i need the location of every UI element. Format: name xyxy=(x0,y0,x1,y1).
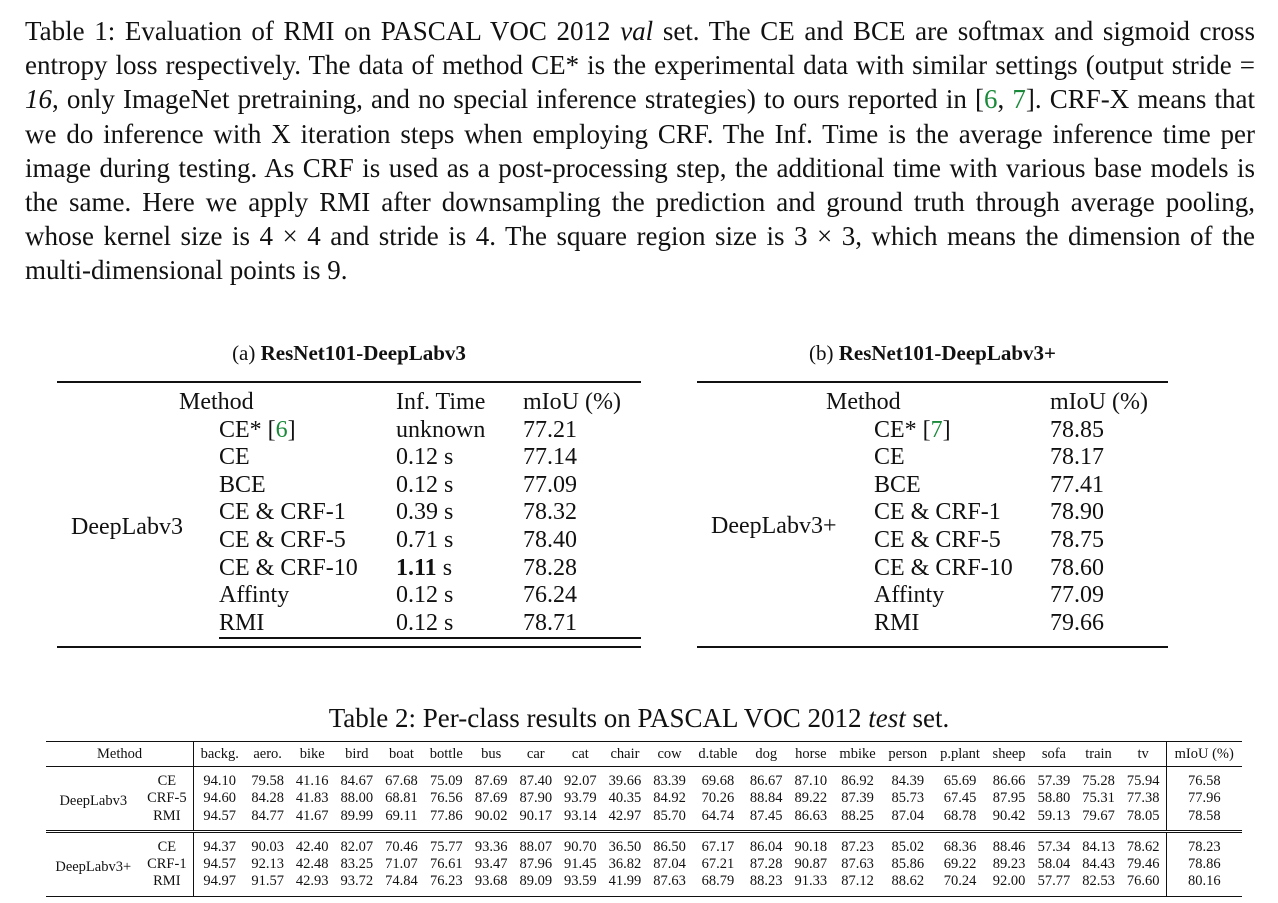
miou-cell: 78.71 xyxy=(523,610,641,639)
method-cell: CE xyxy=(219,444,250,471)
value-cell: 87.69 xyxy=(474,790,508,807)
table1b-title xyxy=(697,341,1168,366)
citation-link[interactable]: 7 xyxy=(1012,84,1026,115)
header-aero: aero. xyxy=(245,742,290,767)
method-cell: CRF-1 xyxy=(141,856,194,873)
miou-cell: 77.41 xyxy=(1050,471,1104,498)
value-cell: 87.69 xyxy=(474,773,508,789)
table-row xyxy=(46,790,1242,807)
miou-cell: 78.28 xyxy=(523,554,577,581)
citation-link[interactable]: 7 xyxy=(930,416,943,443)
caption-text: set. The CE and BCE are softmax and sigmoid cross entropy loss respectively. The data of method CE* is the experimental data with similar settings (output stride = xyxy=(25,16,1256,81)
caption-italic-test: test xyxy=(868,703,906,733)
value-cell: 93.47 xyxy=(474,856,508,873)
method-cell: CE xyxy=(874,444,905,471)
caption-text: ]. CRF-X means that we do inference with X iteration steps when employing CRF. The Inf. Time is the average inference time per image during testing. As CRF is used as a post-processing step, the additional time with various base models is the same. Here we apply RMI after downsampling the prediction and ground truth through average pooling, whose kernel size is 4 × 4 and stride is 4. The square region size is 3 × 3, which means the dimension of the multi-dimensional points is 9. xyxy=(25,84,1256,286)
value-cell: 91.33 xyxy=(789,873,834,896)
value-cell: 85.02 xyxy=(891,838,925,855)
miou-cell: 78.23 xyxy=(1166,832,1242,856)
value-cell: 70.26 xyxy=(701,790,735,807)
group-label: DeepLabv3 xyxy=(59,792,128,809)
caption-text: Evaluation of RMI on PASCAL VOC 2012 xyxy=(124,16,611,46)
miou-cell: 80.16 xyxy=(1166,873,1242,896)
miou-cell: 78.32 xyxy=(523,499,577,526)
table1b-bottomrule xyxy=(697,646,1168,648)
value-cell: 85.70 xyxy=(653,807,686,824)
value-cell: 86.66 xyxy=(992,773,1026,789)
header-bike: bike xyxy=(290,742,335,767)
header-method: Method xyxy=(46,742,194,767)
header-bottle: bottle xyxy=(424,742,469,767)
method-cell: CE & CRF-5 xyxy=(874,526,1001,553)
miou-cell: 78.75 xyxy=(1050,526,1104,553)
value-cell: 90.70 xyxy=(564,838,597,855)
value-cell: 57.77 xyxy=(1032,873,1077,896)
value-cell: 58.80 xyxy=(1037,790,1071,807)
value-cell: 57.39 xyxy=(1037,773,1071,789)
method-cell: RMI xyxy=(141,873,194,896)
value-cell: 85.86 xyxy=(891,856,925,873)
value-cell: 77.38 xyxy=(1126,790,1160,807)
value-cell: 75.31 xyxy=(1082,790,1115,807)
value-cell: 76.60 xyxy=(1121,873,1166,896)
value-cell: 69.11 xyxy=(385,807,418,824)
subtable-prefix: (a) xyxy=(232,341,256,365)
value-cell: 89.22 xyxy=(794,790,828,807)
value-cell: 75.09 xyxy=(429,773,463,789)
value-cell: 67.68 xyxy=(385,773,418,789)
value-cell: 79.46 xyxy=(1126,856,1160,873)
time-cell: 0.71 s xyxy=(396,526,454,553)
value-cell: 88.84 xyxy=(749,790,783,807)
value-cell: 87.10 xyxy=(794,773,828,789)
value-cell: 86.67 xyxy=(749,773,783,789)
value-cell: 41.16 xyxy=(295,773,329,789)
group-label: DeepLabv3+ xyxy=(711,513,837,540)
table2-header-row xyxy=(46,742,1242,767)
miou-cell: 76.58 xyxy=(1166,767,1242,791)
value-cell: 79.58 xyxy=(251,773,284,789)
table-row xyxy=(46,856,1242,873)
value-cell: 36.82 xyxy=(608,856,642,873)
value-cell: 86.63 xyxy=(794,807,828,824)
value-cell: 70.46 xyxy=(385,838,418,855)
value-cell: 88.46 xyxy=(992,838,1026,855)
value-cell: 94.97 xyxy=(194,873,246,896)
value-cell: 78.05 xyxy=(1126,807,1160,824)
value-cell: 68.78 xyxy=(943,807,977,824)
value-cell: 41.99 xyxy=(603,873,648,896)
header-method: Method xyxy=(697,382,1050,417)
header-mbike: mbike xyxy=(833,742,882,767)
value-cell: 75.28 xyxy=(1082,773,1115,789)
value-cell: 42.93 xyxy=(290,873,335,896)
value-cell: 93.36 xyxy=(474,838,508,855)
value-cell: 64.74 xyxy=(701,807,735,824)
header-method: Method xyxy=(57,382,396,417)
value-cell: 91.45 xyxy=(564,856,597,873)
value-cell: 90.87 xyxy=(794,856,828,873)
value-cell: 76.56 xyxy=(429,790,463,807)
miou-cell: 78.40 xyxy=(523,526,577,553)
time-cell: 0.12 s xyxy=(396,444,454,471)
value-cell: 85.73 xyxy=(891,790,925,807)
value-cell: 84.77 xyxy=(251,807,284,824)
value-cell: 69.68 xyxy=(701,773,735,789)
value-cell: 84.28 xyxy=(251,790,284,807)
value-cell: 87.04 xyxy=(653,856,686,873)
header-sofa: sofa xyxy=(1032,742,1077,767)
method-cell: CE & CRF-10 xyxy=(874,554,1013,581)
value-cell: 57.34 xyxy=(1037,838,1071,855)
miou-cell: 78.58 xyxy=(1166,808,1242,831)
value-cell: 84.43 xyxy=(1082,856,1115,873)
subtable-name: ResNet101-DeepLabv3 xyxy=(260,341,466,365)
method-cell: CE & CRF-10 xyxy=(219,554,358,581)
miou-cell: 78.85 xyxy=(1050,416,1104,443)
method-cell: RMI xyxy=(141,808,194,831)
miou-cell: 78.90 xyxy=(1050,499,1104,526)
method-cell: CE & CRF-1 xyxy=(874,499,1001,526)
value-cell: 76.61 xyxy=(429,856,463,873)
value-cell: 89.09 xyxy=(513,873,558,896)
value-cell: 82.53 xyxy=(1076,873,1121,896)
time-cell: 1.11 s xyxy=(396,554,453,581)
citation-link[interactable]: 6 xyxy=(983,84,998,115)
value-cell: 91.57 xyxy=(245,873,290,896)
header-backg: backg. xyxy=(194,742,246,767)
table1a-title xyxy=(57,341,641,366)
method-cell: CE* [7] xyxy=(874,416,951,443)
value-cell: 59.13 xyxy=(1037,807,1071,824)
time-cell: 0.39 s xyxy=(396,499,454,526)
value-cell: 77.86 xyxy=(429,807,463,824)
value-cell: 94.57 xyxy=(203,807,237,824)
time-cell: 0.12 s xyxy=(396,582,454,609)
header-cow: cow xyxy=(647,742,692,767)
header-car: car xyxy=(513,742,558,767)
value-cell: 71.07 xyxy=(385,856,418,873)
table-row xyxy=(697,417,1168,445)
header-bus: bus xyxy=(469,742,514,767)
value-cell: 94.60 xyxy=(203,790,237,807)
value-cell: 92.13 xyxy=(251,856,284,873)
header-bird: bird xyxy=(335,742,380,767)
value-cell: 83.39 xyxy=(653,773,686,789)
value-cell: 86.04 xyxy=(749,838,783,855)
value-cell: 75.94 xyxy=(1126,773,1160,789)
value-cell: 93.68 xyxy=(469,873,514,896)
caption-italic-stride: 16 xyxy=(25,84,52,115)
value-cell: 87.90 xyxy=(519,790,553,807)
header-miou: mIoU (%) xyxy=(1050,382,1168,417)
value-cell: 83.25 xyxy=(340,856,374,873)
value-cell: 69.22 xyxy=(943,856,977,873)
header-train: train xyxy=(1076,742,1121,767)
value-cell: 93.72 xyxy=(335,873,380,896)
header-boat: boat xyxy=(379,742,424,767)
caption-text: set. xyxy=(912,703,950,733)
value-cell: 78.62 xyxy=(1126,838,1160,855)
value-cell: 90.02 xyxy=(474,807,508,824)
value-cell: 94.10 xyxy=(203,773,237,789)
value-cell: 67.17 xyxy=(701,838,735,855)
header-horse: horse xyxy=(789,742,834,767)
table2 xyxy=(46,741,1242,897)
value-cell: 87.04 xyxy=(891,807,925,824)
table1a-bottomrule xyxy=(57,646,641,648)
value-cell: 67.21 xyxy=(701,856,735,873)
miou-cell: 78.60 xyxy=(1050,554,1104,581)
header-dog: dog xyxy=(744,742,789,767)
value-cell: 74.84 xyxy=(379,873,424,896)
value-cell: 58.04 xyxy=(1037,856,1071,873)
value-cell: 90.03 xyxy=(251,838,284,855)
table1a xyxy=(57,381,641,639)
value-cell: 41.83 xyxy=(295,790,329,807)
value-cell: 40.35 xyxy=(608,790,642,807)
value-cell: 41.67 xyxy=(295,807,329,824)
value-cell: 87.95 xyxy=(992,790,1026,807)
value-cell: 86.50 xyxy=(653,838,686,855)
value-cell: 88.07 xyxy=(519,838,553,855)
value-cell: 42.97 xyxy=(608,807,642,824)
value-cell: 88.25 xyxy=(841,807,874,824)
method-cell: BCE xyxy=(219,471,266,498)
miou-cell: 77.96 xyxy=(1166,790,1242,807)
value-cell: 76.23 xyxy=(424,873,469,896)
value-cell: 82.07 xyxy=(340,838,374,855)
value-cell: 75.77 xyxy=(429,838,463,855)
group-label: DeepLabv3+ xyxy=(46,832,141,896)
table-row xyxy=(46,808,1242,831)
value-cell: 39.66 xyxy=(608,773,642,789)
miou-cell: 76.24 xyxy=(523,582,577,609)
value-cell: 79.67 xyxy=(1082,807,1115,824)
header-miou: mIoU (%) xyxy=(523,382,641,417)
caption-text: , only ImageNet pretraining, and no special inference strategies) to ours reported in [ xyxy=(52,84,984,115)
method-cell: RMI xyxy=(874,609,920,636)
value-cell: 92.07 xyxy=(564,773,597,789)
citation-link[interactable]: 6 xyxy=(275,416,288,443)
header-person: person xyxy=(882,742,934,767)
header-p-plant: p.plant xyxy=(934,742,987,767)
value-cell: 70.24 xyxy=(934,873,987,896)
value-cell: 94.37 xyxy=(203,838,237,855)
header-chair: chair xyxy=(603,742,648,767)
value-cell: 42.40 xyxy=(295,838,329,855)
miou-cell: 77.14 xyxy=(523,444,577,471)
method-cell: CE & CRF-1 xyxy=(219,499,346,526)
miou-cell: 77.09 xyxy=(1050,582,1104,609)
header-d-table: d.table xyxy=(692,742,744,767)
value-cell: 88.62 xyxy=(882,873,934,896)
method-cell: CE xyxy=(141,767,194,791)
table-row xyxy=(46,832,1242,856)
header-inf-time: Inf. Time xyxy=(396,382,523,417)
table-row xyxy=(46,767,1242,791)
value-cell: 87.45 xyxy=(749,807,783,824)
time-cell: 0.12 s xyxy=(396,471,454,498)
table-row xyxy=(57,417,641,445)
time-cell: 0.12 s xyxy=(396,610,523,639)
value-cell: 92.00 xyxy=(987,873,1032,896)
value-cell: 93.14 xyxy=(564,807,597,824)
caption-italic-val: val xyxy=(620,16,654,46)
method-cell: CE & CRF-5 xyxy=(219,526,346,553)
method-cell: CE* [6] xyxy=(219,416,296,443)
value-cell: 87.63 xyxy=(647,873,692,896)
value-cell: 84.92 xyxy=(653,790,686,807)
method-cell: Affinty xyxy=(219,582,290,609)
caption-text: Table 2: Per-class results on PASCAL VOC 2012 xyxy=(328,703,862,733)
caption-label: Table 1: xyxy=(25,16,116,46)
method-cell: CE xyxy=(141,832,194,856)
time-cell: unknown xyxy=(396,416,486,443)
value-cell: 36.50 xyxy=(608,838,642,855)
header-cat: cat xyxy=(558,742,603,767)
subtable-name: ResNet101-DeepLabv3+ xyxy=(838,341,1057,365)
value-cell: 42.48 xyxy=(295,856,329,873)
value-cell: 65.69 xyxy=(943,773,977,789)
value-cell: 87.28 xyxy=(749,856,783,873)
value-cell: 86.92 xyxy=(841,773,874,789)
value-cell: 67.45 xyxy=(943,790,977,807)
value-cell: 93.79 xyxy=(564,790,597,807)
table2-caption xyxy=(0,703,1278,734)
value-cell: 90.42 xyxy=(992,807,1026,824)
group-label: DeepLabv3 xyxy=(71,513,183,540)
method-cell: RMI xyxy=(219,610,396,639)
value-cell: 89.23 xyxy=(992,856,1026,873)
value-cell: 84.39 xyxy=(891,773,925,789)
miou-cell: 77.21 xyxy=(523,416,577,443)
value-cell: 87.23 xyxy=(841,838,874,855)
value-cell: 87.96 xyxy=(519,856,553,873)
value-cell: 88.00 xyxy=(340,790,374,807)
caption-text: , xyxy=(997,84,1013,115)
table-row xyxy=(46,873,1242,896)
subtable-prefix: (b) xyxy=(808,341,834,365)
value-cell: 68.81 xyxy=(385,790,418,807)
miou-cell: 78.17 xyxy=(1050,444,1104,471)
miou-cell: 78.86 xyxy=(1166,856,1242,873)
table1b xyxy=(697,381,1168,637)
table1-caption xyxy=(25,14,1255,288)
value-cell: 89.99 xyxy=(340,807,374,824)
header-sheep: sheep xyxy=(987,742,1032,767)
value-cell: 90.18 xyxy=(794,838,828,855)
value-cell: 68.79 xyxy=(692,873,744,896)
value-cell: 87.40 xyxy=(519,773,553,789)
value-cell: 84.67 xyxy=(340,773,374,789)
value-cell: 88.23 xyxy=(744,873,789,896)
value-cell: 93.59 xyxy=(558,873,603,896)
miou-cell: 79.66 xyxy=(1050,609,1104,636)
header-tv: tv xyxy=(1121,742,1166,767)
value-cell: 87.39 xyxy=(841,790,874,807)
method-cell: BCE xyxy=(874,471,921,498)
value-cell: 87.63 xyxy=(841,856,874,873)
method-cell: CRF-5 xyxy=(141,790,194,807)
value-cell: 94.57 xyxy=(203,856,237,873)
value-cell: 68.36 xyxy=(943,838,977,855)
miou-cell: 77.09 xyxy=(523,471,577,498)
value-cell: 90.17 xyxy=(519,807,553,824)
header-miou: mIoU (%) xyxy=(1166,742,1242,767)
method-cell: Affinty xyxy=(874,582,945,609)
value-cell: 84.13 xyxy=(1082,838,1115,855)
value-cell: 87.12 xyxy=(833,873,882,896)
